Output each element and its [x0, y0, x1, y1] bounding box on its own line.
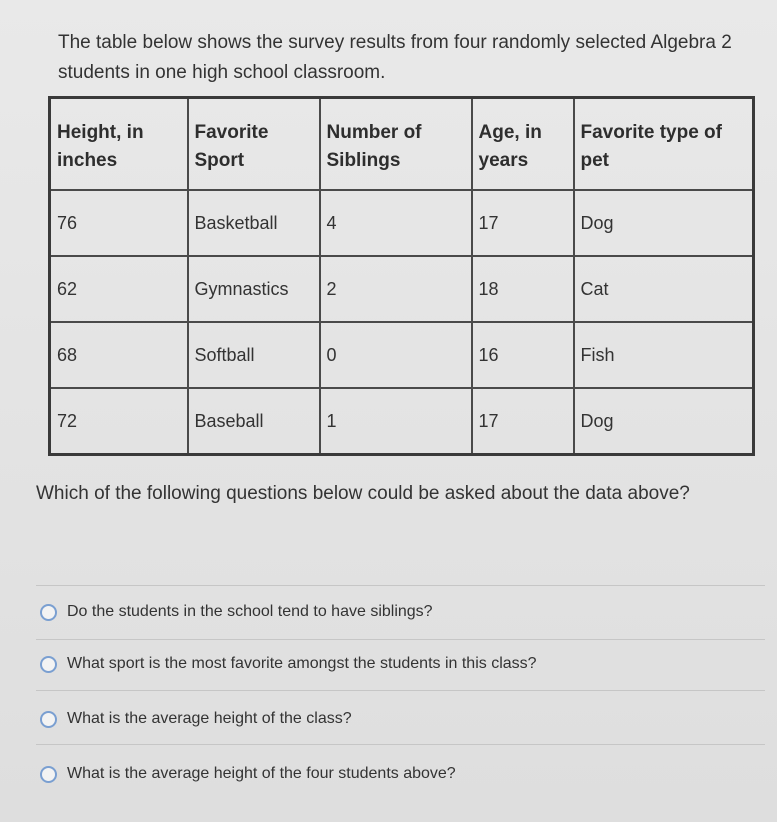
table-cell: Gymnastics [188, 256, 320, 322]
answer-option[interactable] [40, 603, 433, 621]
radio-button[interactable] [40, 656, 57, 673]
option-label: Do the students in the school tend to have siblings? [67, 603, 433, 620]
radio-button[interactable] [40, 766, 57, 783]
table-cell: 76 [50, 190, 188, 256]
survey-table [48, 96, 755, 456]
table-cell: Baseball [188, 388, 320, 454]
divider [36, 690, 765, 691]
table-cell: Fish [574, 322, 754, 388]
answer-option[interactable] [40, 655, 537, 673]
column-header: Number of Siblings [320, 98, 472, 190]
intro-text: The table below shows the survey results from four randomly selected Algebra 2 students in one high school classroom. [58, 32, 732, 83]
table-cell: Basketball [188, 190, 320, 256]
option-label: What sport is the most favorite amongst the students in this class? [67, 655, 537, 672]
radio-button[interactable] [40, 711, 57, 728]
table-cell: 72 [50, 388, 188, 454]
question-text: Which of the following questions below could be asked about the data above? [36, 483, 690, 504]
table-cell: 17 [472, 388, 574, 454]
column-header: Favorite type of pet [574, 98, 754, 190]
answer-option[interactable] [40, 765, 456, 783]
column-header: Favorite Sport [188, 98, 320, 190]
table-cell: 17 [472, 190, 574, 256]
table-cell: Dog [574, 388, 754, 454]
radio-button[interactable] [40, 604, 57, 621]
column-header: Age, in years [472, 98, 574, 190]
table-cell: 1 [320, 388, 472, 454]
table-cell: 62 [50, 256, 188, 322]
table-header-row [50, 98, 754, 190]
answer-option[interactable] [40, 710, 352, 728]
column-header: Height, in inches [50, 98, 188, 190]
table-row [50, 322, 754, 388]
table-cell: 68 [50, 322, 188, 388]
option-label: What is the average height of the four students above? [67, 765, 456, 782]
table-cell: Softball [188, 322, 320, 388]
table-cell: 18 [472, 256, 574, 322]
divider [36, 639, 765, 640]
divider [36, 585, 765, 586]
table-cell: 2 [320, 256, 472, 322]
table-cell: Dog [574, 190, 754, 256]
divider [36, 744, 765, 745]
table-cell: 16 [472, 322, 574, 388]
table-row [50, 256, 754, 322]
table-row [50, 190, 754, 256]
table-row [50, 388, 754, 454]
table-cell: Cat [574, 256, 754, 322]
option-label: What is the average height of the class? [67, 710, 352, 727]
table-cell: 4 [320, 190, 472, 256]
table-cell: 0 [320, 322, 472, 388]
